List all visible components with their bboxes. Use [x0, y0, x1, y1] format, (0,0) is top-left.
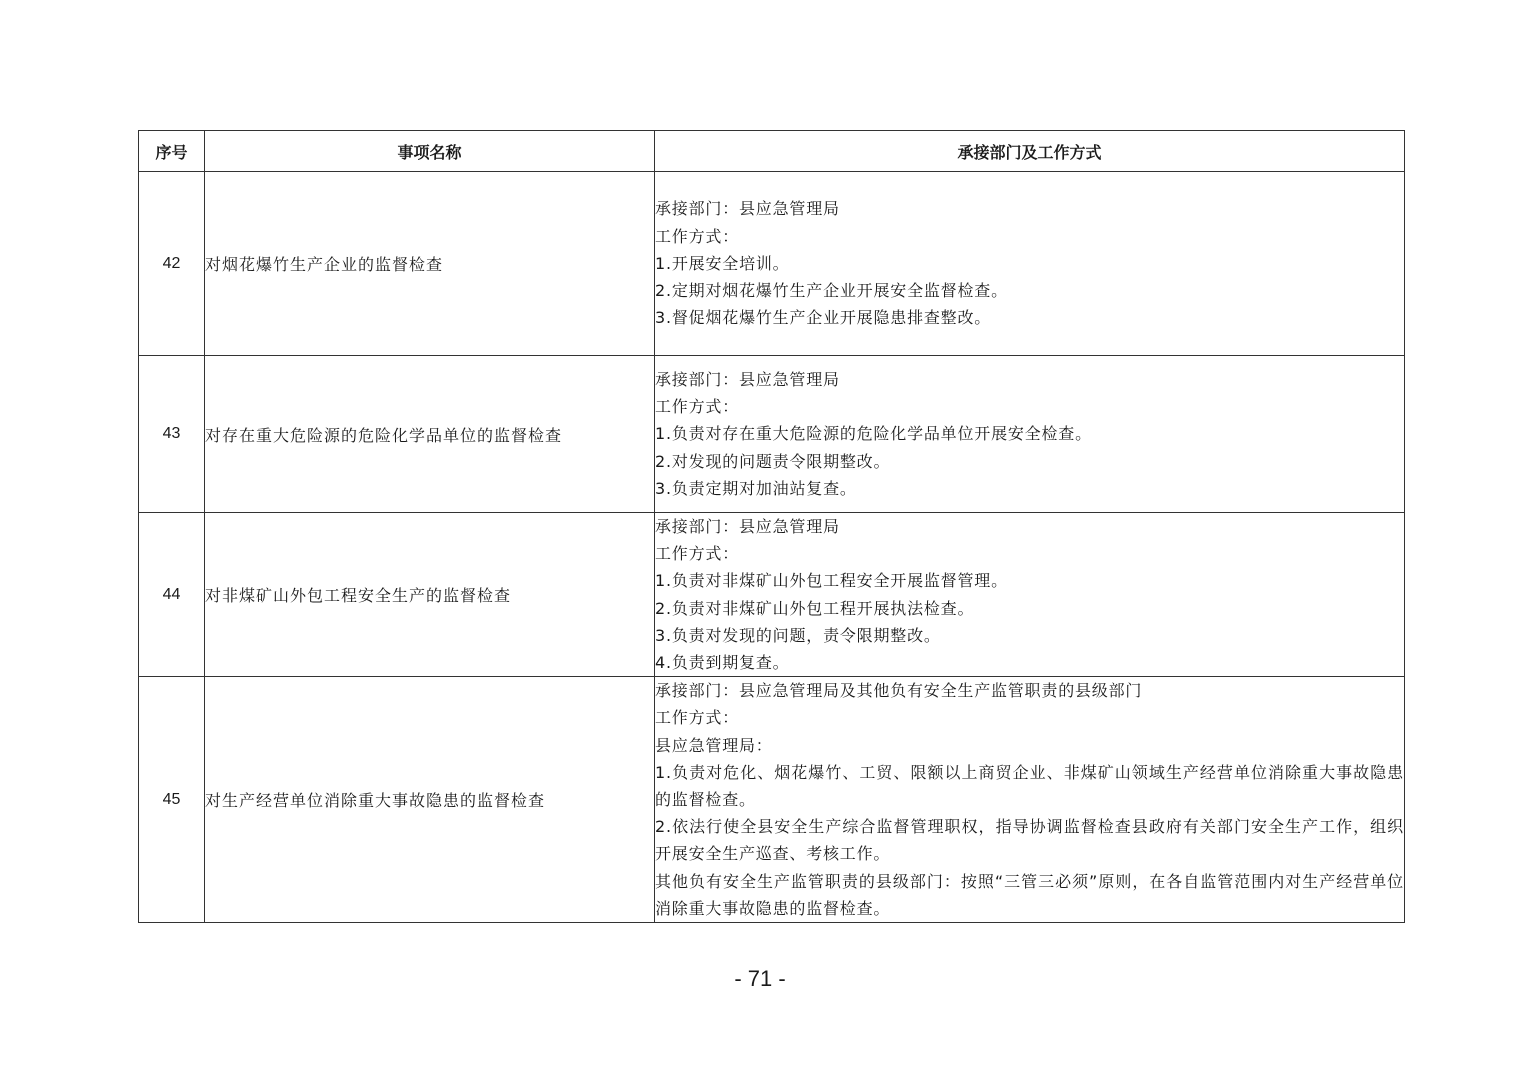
- row-item-name: 对非煤矿山外包工程安全生产的监督检查: [205, 513, 655, 677]
- table-row: [139, 356, 1405, 513]
- work-line: 1.负责对存在重大危险源的危险化学品单位开展安全检查。: [655, 424, 1092, 444]
- work-line: 1.开展安全培训。: [655, 253, 790, 273]
- header-department-and-method: 承接部门及工作方式: [655, 131, 1405, 172]
- work-line: 2.对发现的问题责令限期整改。: [655, 451, 891, 471]
- work-line: 承接部门：县应急管理局: [655, 517, 840, 536]
- work-line: 承接部门：县应急管理局: [655, 199, 840, 219]
- row-item-name: 对存在重大危险源的危险化学品单位的监督检查: [205, 356, 655, 513]
- work-line: 2.依法行使全县安全生产综合监督管理职权，指导协调监督检查县政府有关部门安全生产工作，组织开展安全生产巡查、考核工作。: [655, 817, 1404, 864]
- row-item-name: 对生产经营单位消除重大事故隐患的监督检查: [205, 677, 655, 923]
- row-serial-number: 45: [139, 677, 205, 923]
- table-row: [139, 513, 1405, 677]
- header-item-name: 事项名称: [205, 131, 655, 172]
- row-department-and-method: [655, 677, 1405, 923]
- work-line: 3.负责对发现的问题，责令限期整改。: [655, 625, 941, 645]
- work-line: 工作方式：: [655, 226, 740, 246]
- work-line: 工作方式：: [655, 708, 740, 728]
- work-line: 3.负责定期对加油站复查。: [655, 478, 857, 498]
- table-row: [139, 677, 1405, 923]
- work-line: 1.负责对非煤矿山外包工程安全开展监督管理。: [655, 571, 1008, 591]
- row-department-and-method: [655, 356, 1405, 513]
- work-line: 1.负责对危化、烟花爆竹、工贸、限额以上商贸企业、非煤矿山领域生产经营单位消除重大事故隐患的监督检查。: [655, 762, 1404, 810]
- table-header-row: [139, 131, 1405, 172]
- work-line: 县应急管理局：: [655, 735, 773, 755]
- work-line: 2.定期对烟花爆竹生产企业开展安全监督检查。: [655, 281, 1008, 301]
- work-line: 工作方式：: [655, 544, 740, 564]
- work-line: 工作方式：: [655, 397, 740, 417]
- row-item-name: 对烟花爆竹生产企业的监督检查: [205, 172, 655, 356]
- matters-table: [138, 130, 1405, 923]
- work-line: 承接部门：县应急管理局及其他负有安全生产监管职责的县级部门: [655, 681, 1143, 701]
- row-serial-number: 43: [139, 356, 205, 513]
- work-line: 其他负有安全生产监管职责的县级部门：按照“三管三必须”原则，在各自监管范围内对生产经营单位消除重大事故隐患的监督检查。: [655, 871, 1404, 918]
- work-line: 3.督促烟花爆竹生产企业开展隐患排查整改。: [655, 308, 992, 328]
- work-line: 2.负责对非煤矿山外包工程开展执法检查。: [655, 598, 975, 618]
- row-serial-number: 44: [139, 513, 205, 677]
- work-line: 承接部门：县应急管理局: [655, 369, 840, 389]
- header-serial-number: 序号: [139, 131, 205, 172]
- row-serial-number: 42: [139, 172, 205, 356]
- row-department-and-method: [655, 513, 1405, 677]
- page-number: - 71 -: [734, 966, 786, 991]
- work-line: 4.负责到期复查。: [655, 653, 790, 673]
- row-department-and-method: [655, 172, 1405, 356]
- table-row: [139, 172, 1405, 356]
